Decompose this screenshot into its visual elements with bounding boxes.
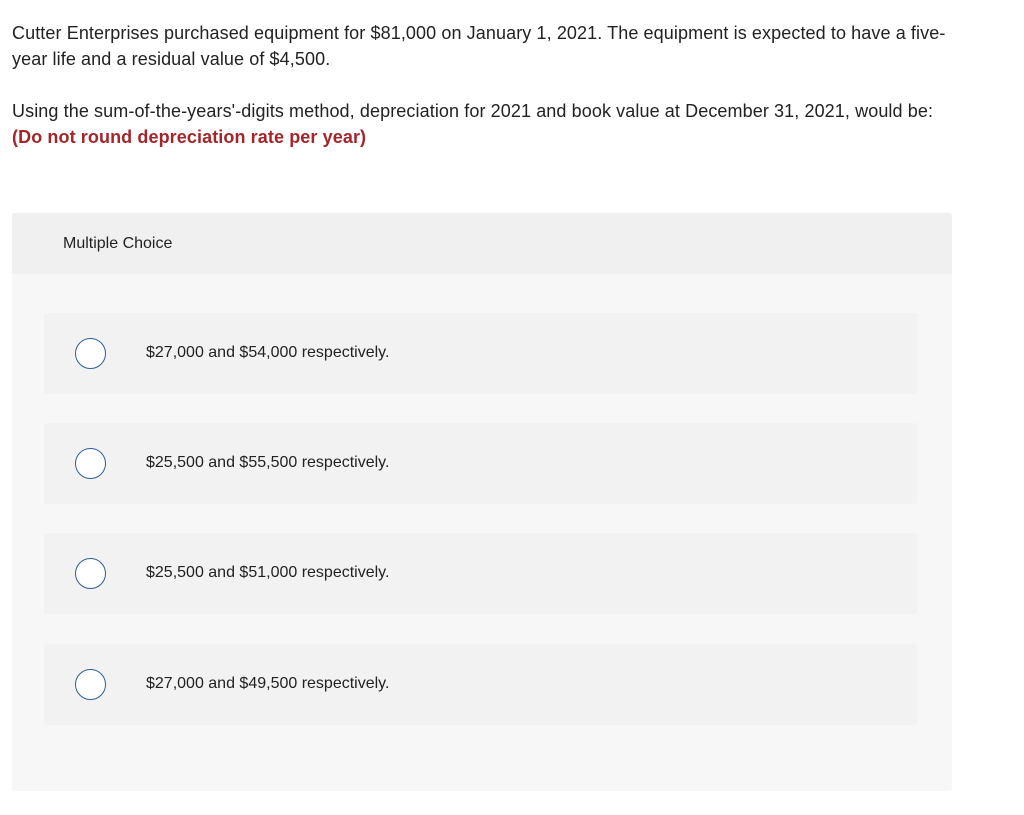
question-stem: Cutter Enterprises purchased equipment for $81,000 on January 1, 2021. The equipment is expected to have a five-year life and a residual value of $4,500. [12, 23, 946, 69]
rounding-note: (Do not round depreciation rate per year) [12, 127, 367, 147]
answer-option-1[interactable] [44, 313, 917, 394]
radio-button-icon[interactable] [75, 558, 106, 589]
radio-button-icon[interactable] [75, 338, 106, 369]
radio-button-icon[interactable] [75, 448, 106, 479]
multiple-choice-panel [12, 213, 952, 791]
answer-option-4[interactable] [44, 644, 917, 725]
answer-option-label: $25,500 and $51,000 respectively. [146, 564, 390, 581]
answer-option-2[interactable] [44, 423, 917, 504]
answer-option-label: $27,000 and $49,500 respectively. [146, 675, 390, 692]
answer-option-label: $25,500 and $55,500 respectively. [146, 454, 390, 471]
multiple-choice-header [12, 213, 952, 274]
answer-option-3[interactable] [44, 533, 917, 614]
question-text [12, 20, 962, 150]
question-prompt-text: Using the sum-of-the-years'-digits method, depreciation for 2021 and book value at December 31, 2021, would be: [12, 101, 934, 121]
answer-option-label: $27,000 and $54,000 respectively. [146, 344, 390, 361]
multiple-choice-title: Multiple Choice [63, 235, 173, 252]
radio-button-icon[interactable] [75, 669, 106, 700]
question-prompt [12, 98, 962, 150]
